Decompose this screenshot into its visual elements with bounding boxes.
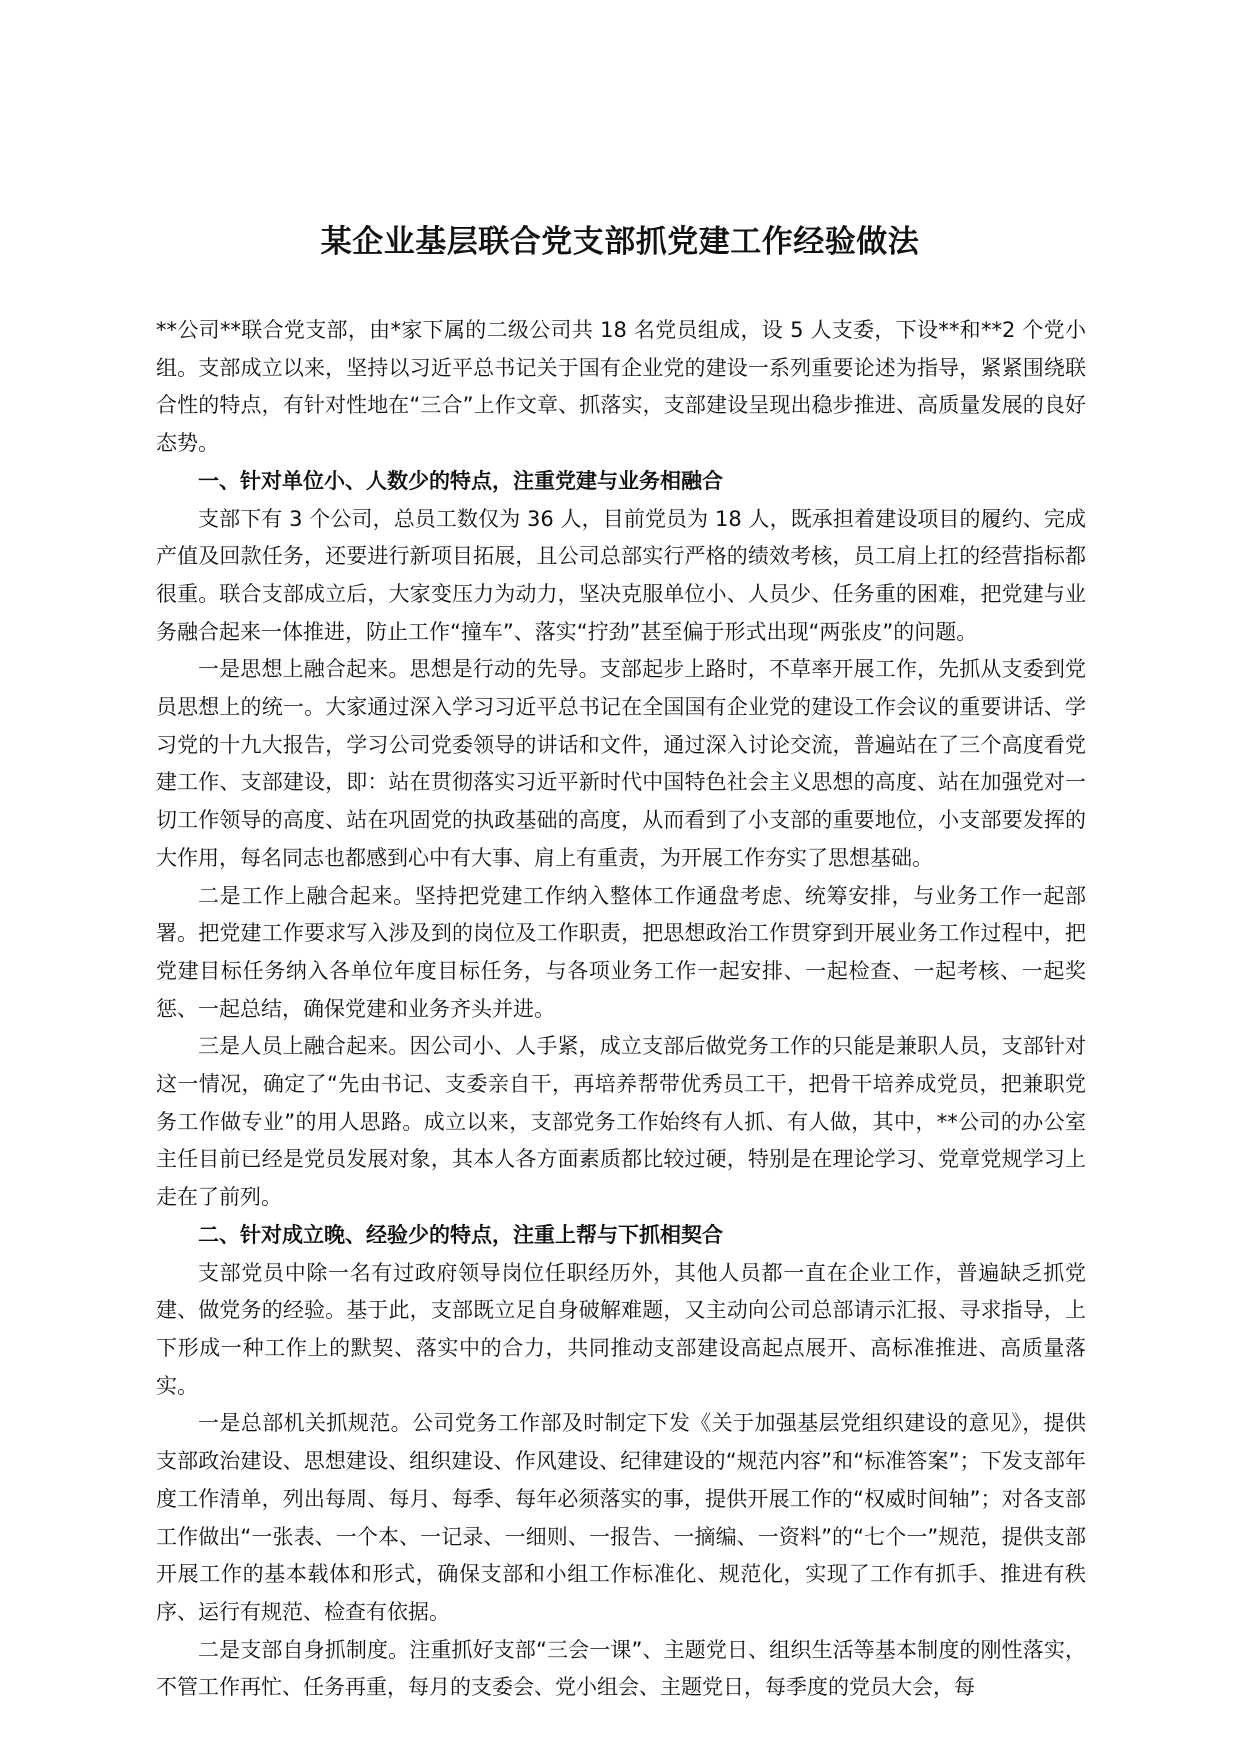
intro-paragraph: **公司**联合党支部，由*家下属的二级公司共 18 名党员组成，设 5 人支委，下设**和**2 个党小组。支部成立以来，坚持以习近平总书记关于国有企业党的建设一系列重要论述为指导，紧紧围绕联合性的特点，有针对性地在“三合”上作文章、抓落实，支部建设呈现出稳步推进、高质量发展的良好态势。	[156, 318, 1086, 456]
body-paragraph: 支部党员中除一名有过政府领导岗位任职经历外，其他人员都一直在企业工作，普遍缺乏抓党建、做党务的经验。基于此，支部既立足自身破解难题，又主动向公司总部请示汇报、寻求指导，上下形成一种工作上的默契、落实中的合力，共同推动支部建设高起点展开、高标准推进、高质量落实。	[156, 1260, 1086, 1398]
body-paragraph: 二是支部自身抓制度。注重抓好支部“三会一课”、主题党日、组织生活等基本制度的刚性落实，不管工作再忙、任务再重，每月的支委会、党小组会、主题党日，每季度的党员大会，每	[156, 1637, 1086, 1700]
body-paragraph: 一是思想上融合起来。思想是行动的先导。支部起步上路时，不草率开展工作，先抓从支委到党员思想上的统一。大家通过深入学习习近平总书记在全国国有企业党的建设工作会议的重要讲话、学习党的十九大报告，学习公司党委领导的讲话和文件，通过深入讨论交流，普遍站在了三个高度看党建工作、支部建设，即：站在贯彻落实习近平新时代中国特色社会主义思想的高度、站在加强党对一切工作领导的高度、站在巩固党的执政基础的高度，从而看到了小支部的重要地位，小支部要发挥的大作用，每名同志也都感到心中有大事、肩上有重责，为开展工作夯实了思想基础。	[156, 657, 1086, 870]
body-paragraph: 一是总部机关抓规范。公司党务工作部及时制定下发《关于加强基层党组织建设的意见》，提供支部政治建设、思想建设、组织建设、作风建设、纪律建设的“规范内容”和“标准答案”；下发支部年度工作清单，列出每周、每月、每季、每年必须落实的事，提供开展工作的“权威时间轴”；对各支部工作做出“一张表、一个本、一记录、一细则、一报告、一摘编、一资料”的“七个一”规范，提供支部开展工作的基本载体和形式，确保支部和小组工作标准化、规范化，实现了工作有抓手、推进有秩序、运行有规范、检查有依据。	[156, 1411, 1086, 1624]
body-paragraph: 二是工作上融合起来。坚持把党建工作纳入整体工作通盘考虑、统筹安排，与业务工作一起部署。把党建工作要求写入涉及到的岗位及工作职责，把思想政治工作贯穿到开展业务工作过程中，把党建目标任务纳入各单位年度目标任务，与各项业务工作一起安排、一起检查、一起考核、一起奖惩、一起总结，确保党建和业务齐头并进。	[156, 883, 1086, 1021]
document-title: 某企业基层联合党支部抓党建工作经验做法	[320, 224, 920, 260]
body-paragraph: 支部下有 3 个公司，总员工数仅为 36 人，目前党员为 18 人，既承担着建设项目的履约、完成产值及回款任务，还要进行新项目拓展，且公司总部实行严格的绩效考核，员工肩上扛的经营指标都很重。联合支部成立后，大家变压力为动力，坚决克服单位小、人员少、任务重的困难，把党建与业务融合起来一体推进，防止工作“撞车”、落实“拧劲”甚至偏于形式出现“两张皮”的问题。	[156, 506, 1086, 644]
body-paragraph: 三是人员上融合起来。因公司小、人手紧，成立支部后做党务工作的只能是兼职人员，支部针对这一情况，确定了“先由书记、支委亲自干，再培养帮带优秀员工干，把骨干培养成党员，把兼职党务工作做专业”的用人思路。成立以来，支部党务工作始终有人抓、有人做，其中，**公司的办公室主任目前已经是党员发展对象，其本人各方面素质都比较过硬，特别是在理论学习、党章党规学习上走在了前列。	[156, 1034, 1086, 1210]
section-heading-2: 二、针对成立晚、经验少的特点，注重上帮与下抓相契合	[198, 1222, 723, 1247]
document-body	[156, 312, 1086, 1707]
section-heading-1: 一、针对单位小、人数少的特点，注重党建与业务相融合	[198, 468, 723, 493]
